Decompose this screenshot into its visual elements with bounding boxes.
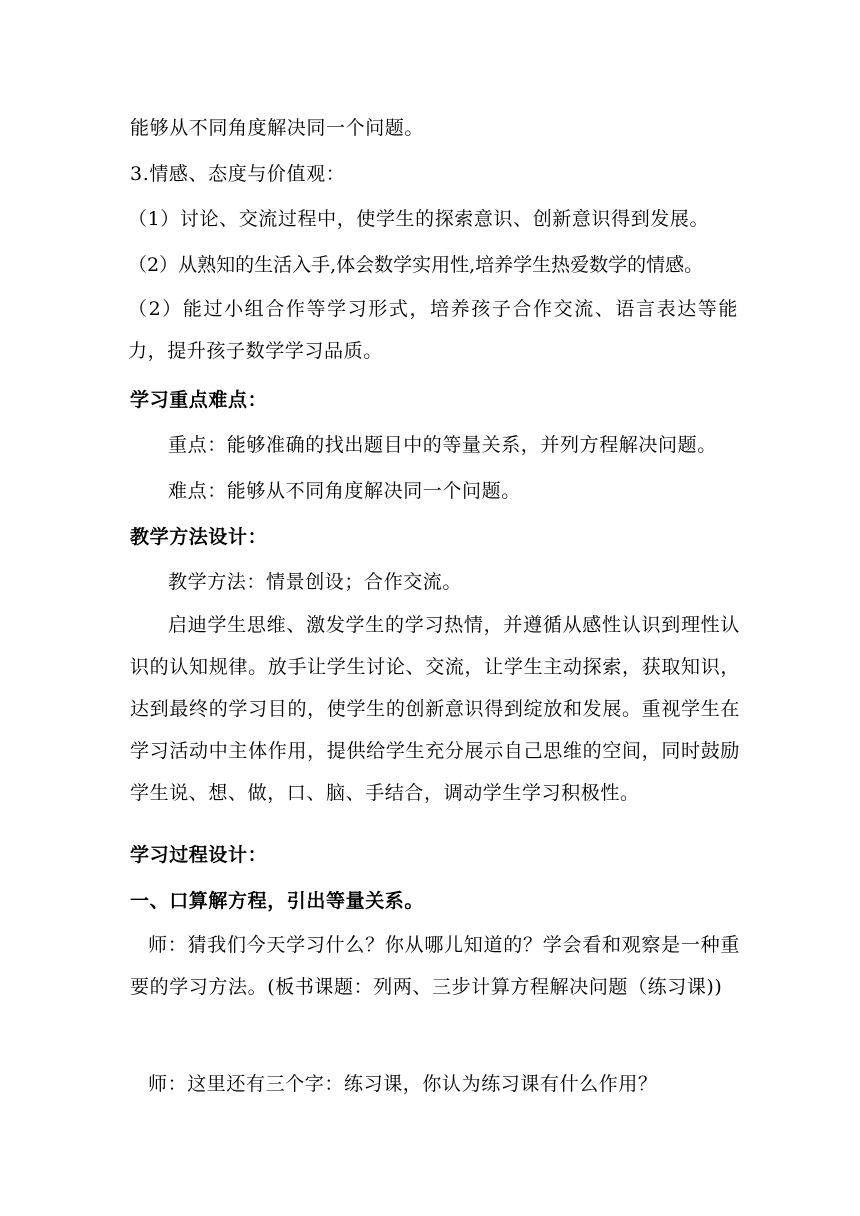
teaching-method-paragraph: 启迪学生思维、激发学生的学习热情，并遵循从感性认识到理性认识的认知规律。放手让学生讨论、交流，让学生主动探索，获取知识，达到最终的学习目的，使学生的创新意识得到绽放和发展。重视学生在学习活动中主体作用，提供给学生充分展示自己思维的空间，同时鼓励学生说、想、做，口、脑、手结合，调动学生学习积极性。 [130, 614, 740, 804]
objective-item-2: （2）从熟知的生活入手,体会数学实用性,培养学生热爱数学的情感。 [128, 254, 704, 276]
text-line-continuation: 能够从不同角度解决同一个问题。 [130, 117, 425, 139]
heading-teaching-method: 教学方法设计： [130, 526, 268, 548]
heading-learning-process: 学习过程设计： [130, 844, 268, 866]
key-point-difficulty: 难点：能够从不同角度解决同一个问题。 [168, 480, 521, 502]
key-point-focus: 重点：能够准确的找出题目中的等量关系，并列方程解决问题。 [168, 434, 717, 456]
teaching-method-line: 教学方法：情景创设；合作交流。 [168, 571, 463, 593]
objective-item-3: （2）能过小组合作等学习形式，培养孩子合作交流、语言表达等能力，提升孩子数学学习品质。 [128, 298, 738, 362]
objective-item-1: （1）讨论、交流过程中，使学生的探索意识、创新意识得到发展。 [128, 208, 710, 230]
teacher-paragraph-2: 师：这里还有三个字：练习课，你认为练习课有什么作用？ [148, 1073, 658, 1095]
heading-step-one: 一、口算解方程，引出等量关系。 [130, 890, 425, 912]
teacher-paragraph-1: 师：猜我们今天学习什么？你从哪儿知道的？学会看和观察是一种重要的学习方法。(板书课题：列两、三步计算方程解决问题（练习课)) [130, 934, 740, 998]
section-title-emotion-attitude-values: 3.情感、态度与价值观： [130, 163, 346, 185]
heading-key-difficult-points: 学习重点难点： [130, 389, 268, 411]
